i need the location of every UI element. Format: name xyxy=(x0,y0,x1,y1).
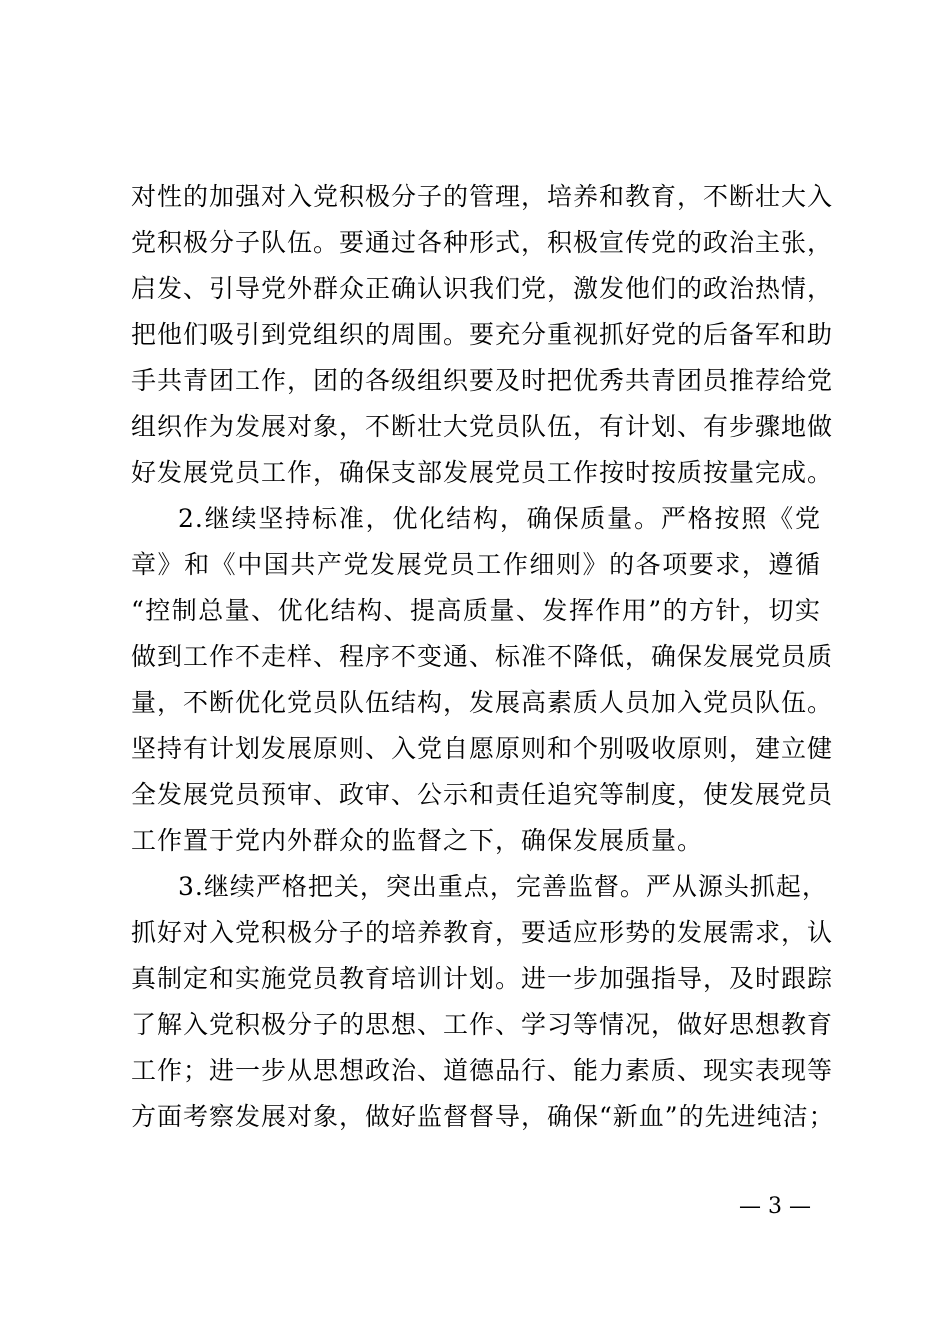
body-text-line: 量，不断优化党员队伍结构，发展高素质人员加入党员队伍。 xyxy=(131,688,834,717)
body-text-line: 真制定和实施党员教育培训计划。进一步加强指导，及时跟踪 xyxy=(131,964,834,993)
body-text-line: 手共青团工作，团的各级组织要及时把优秀共青团员推荐给党 xyxy=(131,366,834,395)
body-text-line: 好发展党员工作，确保支部发展党员工作按时按质按量完成。 xyxy=(131,458,834,487)
paragraph-heading-line: 2.继续坚持标准，优化结构，确保质量。严格按照《党 xyxy=(178,504,821,533)
page-number: — 3 — xyxy=(739,1194,811,1219)
body-text-line: 工作置于党内外群众的监督之下，确保发展质量。 xyxy=(131,826,704,855)
body-text-line: 了解入党积极分子的思想、工作、学习等情况，做好思想教育 xyxy=(131,1010,834,1039)
body-text-line: 全发展党员预审、政审、公示和责任追究等制度，使发展党员 xyxy=(131,780,834,809)
body-text-line: 启发、引导党外群众正确认识我们党，激发他们的政治热情， xyxy=(131,274,834,303)
body-text-line: 对性的加强对入党积极分子的管理，培养和教育，不断壮大入 xyxy=(131,182,834,211)
body-text-line: 工作；进一步从思想政治、道德品行、能力素质、现实表现等 xyxy=(131,1056,834,1085)
body-text-line: 方面考察发展对象，做好监督督导，确保“新血”的先进纯洁； xyxy=(131,1102,835,1131)
body-text-line: 做到工作不走样、程序不变通、标准不降低，确保发展党员质 xyxy=(131,642,834,671)
body-text-line: 抓好对入党积极分子的培养教育，要适应形势的发展需求，认 xyxy=(131,918,834,947)
paragraph-heading-line: 3.继续严格把关，突出重点，完善监督。严从源头抓起， xyxy=(178,872,828,901)
body-text-line: 组织作为发展对象，不断壮大党员队伍，有计划、有步骤地做 xyxy=(131,412,834,441)
body-text-line: 坚持有计划发展原则、入党自愿原则和个别吸收原则，建立健 xyxy=(131,734,834,763)
body-text-line: 把他们吸引到党组织的周围。要充分重视抓好党的后备军和助 xyxy=(131,320,834,349)
body-text-line: 章》和《中国共产党发展党员工作细则》的各项要求，遵循 xyxy=(131,550,821,579)
body-text-line: 党积极分子队伍。要通过各种形式，积极宣传党的政治主张， xyxy=(131,228,834,257)
body-text-line: “控制总量、优化结构、提高质量、发挥作用”的方针，切实 xyxy=(131,596,821,625)
